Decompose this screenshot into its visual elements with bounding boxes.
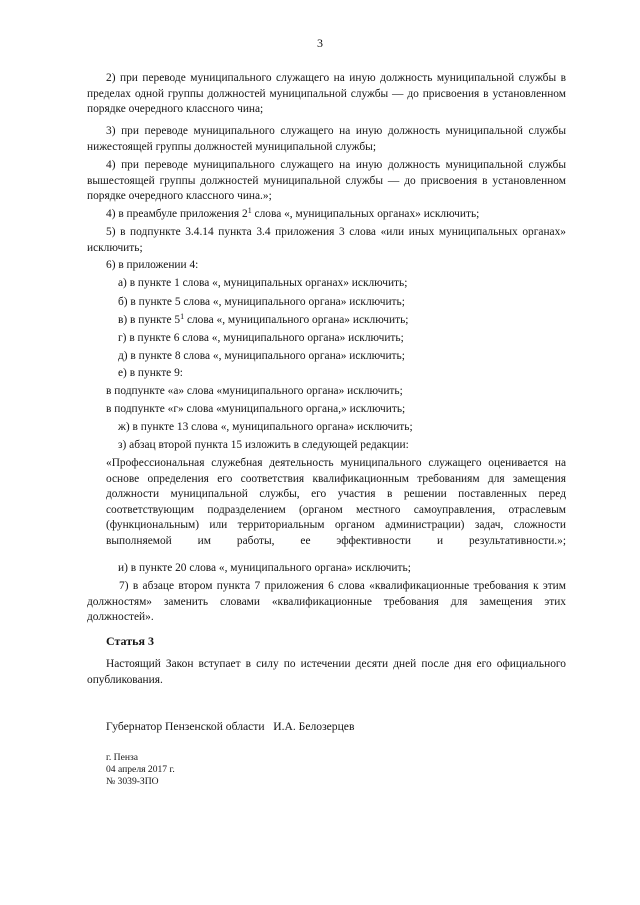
footer-date: 04 апреля 2017 г. [106, 764, 175, 775]
paragraph-2: 2) при переводе муниципального служащего на иную должность муниципальной службы в пределах одной группы должностей муниципальной службы — до присвоения в установленном порядке очередного классного чина; [87, 72, 566, 115]
item-5: 5) в подпункте 3.4.14 пункта 3.4 приложения 3 слова «или иных муниципальных органах» исключить; [87, 226, 566, 254]
sub-item-z: з) абзац второй пункта 15 изложить в следующей редакции: [118, 439, 409, 451]
sub-item-d: д) в пункте 8 слова «, муниципального органа» исключить; [118, 350, 405, 362]
sub-item-g: г) в пункте 6 слова «, муниципального органа» исключить; [118, 332, 404, 344]
item-7: 7) в абзаце втором пункта 7 приложения 6 слова «квалификационные требования к этим должностям» заменить словами «квалификационные требования для замещения этих должностей». [87, 580, 566, 623]
sub-item-v-sup: 1 [180, 312, 185, 321]
paragraph-4: 4) при переводе муниципального служащего на иную должность муниципальной службы вышестоящей группы должностей муниципальной службы — до присвоения в установленном порядке очередного классного чина.»; [87, 159, 566, 202]
footer-number: № 3039-ЗПО [106, 776, 159, 787]
sub-item-b: б) в пункте 5 слова «, муниципального органа» исключить; [118, 296, 405, 308]
item-4 [106, 207, 479, 223]
quote-paragraph: «Профессиональная служебная деятельность муниципального служащего оценивается на основе определения его соответствия квалификационным требованиям для замещения должности муниципальной службы, его участия в решении поставленных перед соответствующим подразделением (органом местного самоуправления, отраслевым (функциональным) или территориальным органом администрации) задач, сложности выполняемой им работы, ее эффективности и результативности.»; [106, 457, 566, 547]
item-4-text-before: 4) в преамбуле приложения 2 [106, 208, 248, 220]
paragraph-3: 3) при переводе муниципального служащего на иную должность муниципальной службы нижестоящей группы должностей муниципальной службы; [87, 125, 566, 153]
footer-city: г. Пенза [106, 752, 139, 763]
article-text: Настоящий Закон вступает в силу по истечении десяти дней после дня его официального опубликования. [87, 658, 566, 686]
sub-item-v [118, 313, 408, 329]
item-4-sup: 1 [247, 206, 252, 215]
signature-line: Губернатор Пензенской области И.А. Белозерцев [106, 720, 355, 733]
item-6: 6) в приложении 4: [106, 259, 199, 271]
sub-item-e1: в подпункте «а» слова «муниципального органа» исключить; [106, 385, 403, 397]
item-4-text-after: слова «, муниципальных органах» исключить; [251, 208, 480, 220]
article-heading: Статья 3 [106, 634, 154, 648]
sub-item-zh: ж) в пункте 13 слова «, муниципального органа» исключить; [118, 421, 413, 433]
sub-item-i: и) в пункте 20 слова «, муниципального органа» исключить; [118, 562, 411, 574]
page-number: 3 [317, 36, 323, 50]
sub-item-e: е) в пункте 9: [118, 367, 183, 379]
sub-item-e2: в подпункте «г» слова «муниципального органа,» исключить; [106, 403, 406, 415]
sub-item-v-before: в) в пункте 5 [118, 314, 181, 326]
sub-item-v-after: слова «, муниципального органа» исключить; [184, 314, 409, 326]
sub-item-a: а) в пункте 1 слова «, муниципальных органах» исключить; [118, 277, 408, 289]
